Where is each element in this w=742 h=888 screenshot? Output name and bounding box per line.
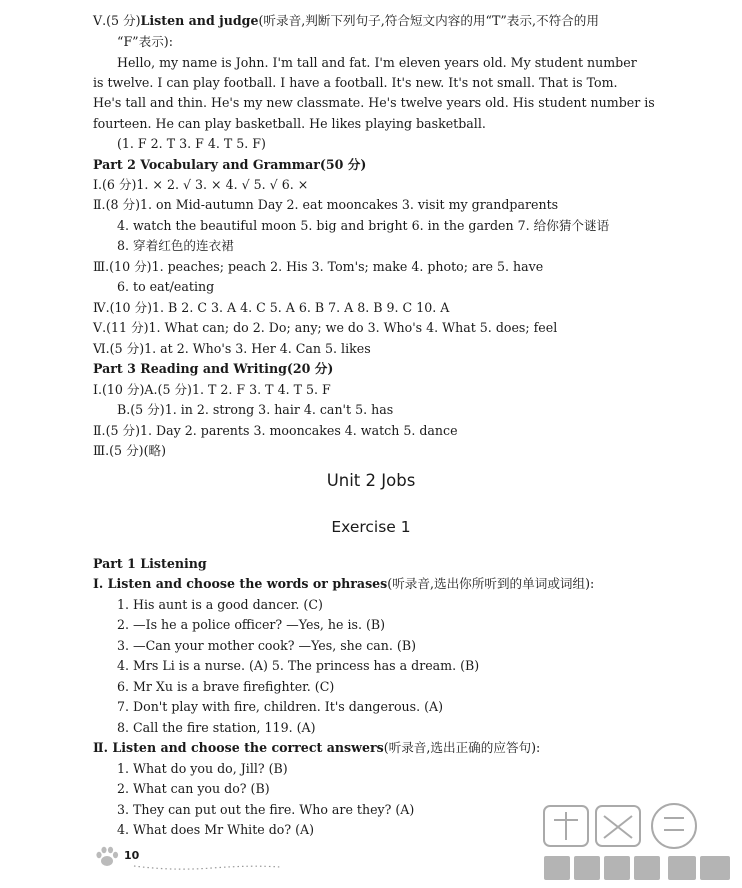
passage-line: Hello, my name is John. I'm tall and fat. I'm eleven years old. My student number bbox=[117, 55, 637, 70]
paw-icon bbox=[94, 846, 120, 868]
answer-line: Ⅲ.(5 分)(略) bbox=[93, 443, 167, 458]
section-v-heading-cont: “F”表示): bbox=[117, 34, 173, 49]
answer-line: Ⅰ.(10 分)A.(5 分)1. T 2. F 3. T 4. T 5. F bbox=[93, 382, 331, 397]
answer-line: Ⅴ.(11 分)1. What can; do 2. Do; any; we do 3. Who's 4. What 5. does; feel bbox=[93, 320, 558, 335]
section-v-answers: (1. F 2. T 3. F 4. T 5. F) bbox=[117, 136, 266, 151]
answer-line: Ⅳ.(10 分)1. B 2. C 3. A 4. C 5. A 6. B 7. A 8. B 9. C 10. A bbox=[93, 300, 450, 315]
list-item: 3. They can put out the fire. Who are they? (A) bbox=[117, 802, 415, 817]
part3-title: Part 3 Reading and Writing(20 分) bbox=[93, 361, 334, 376]
answer-line: Ⅲ.(10 分)1. peaches; peach 2. His 3. Tom's; make 4. photo; are 5. have bbox=[93, 259, 544, 274]
passage-line: fourteen. He can play basketball. He likes playing basketball. bbox=[93, 116, 486, 131]
page-number: 10 bbox=[124, 849, 140, 862]
list-item: 3. —Can your mother cook? —Yes, she can. (B) bbox=[117, 638, 417, 653]
list-item: 4. Mrs Li is a nurse. (A) 5. The princess has a dream. (B) bbox=[117, 658, 480, 673]
list-item: 4. What does Mr White do? (A) bbox=[117, 822, 315, 837]
part1-i-heading: Ⅰ. Listen and choose the words or phrases(听录音,选出你所听到的单词或词组): bbox=[93, 576, 595, 591]
answer-line: Ⅱ.(5 分)1. Day 2. parents 3. mooncakes 4. watch 5. dance bbox=[93, 423, 458, 438]
section-v-heading: Ⅴ.(5 分)Listen and judge(听录音,判断下列句子,符合短文内容的用“T”表示,不符合的用 bbox=[93, 13, 599, 28]
answer-line: Ⅵ.(5 分)1. at 2. Who's 3. Her 4. Can 5. likes bbox=[93, 341, 371, 356]
list-item: 1. His aunt is a good dancer. (C) bbox=[117, 597, 323, 612]
list-item: 6. Mr Xu is a brave firefighter. (C) bbox=[117, 679, 335, 694]
answer-line: 8. 穿着红色的连衣裙 bbox=[117, 238, 234, 253]
watermark-logo bbox=[540, 800, 736, 884]
answer-line: B.(5 分)1. in 2. strong 3. hair 4. can't 5. has bbox=[117, 402, 394, 417]
passage-line: He's tall and thin. He's my new classmate. He's twelve years old. His student number is bbox=[93, 95, 655, 110]
list-item: 2. —Is he a police officer? —Yes, he is. (B) bbox=[117, 617, 386, 632]
answer-line: 6. to eat/eating bbox=[117, 279, 215, 294]
part2-title: Part 2 Vocabulary and Grammar(50 分) bbox=[93, 157, 367, 172]
list-item: 8. Call the fire station, 119. (A) bbox=[117, 720, 316, 735]
answer-line: Ⅰ.(6 分)1. × 2. √ 3. × 4. √ 5. √ 6. × bbox=[93, 177, 309, 192]
dotted-divider bbox=[132, 863, 282, 871]
answer-line: Ⅱ.(8 分)1. on Mid-autumn Day 2. eat mooncakes 3. visit my grandparents bbox=[93, 197, 559, 212]
passage-line: is twelve. I can play football. I have a football. It's new. It's not small. That is Tom. bbox=[93, 75, 618, 90]
page-footer bbox=[94, 838, 294, 874]
answer-line: 4. watch the beautiful moon 5. big and bright 6. in the garden 7. 给你猜个谜语 bbox=[117, 218, 610, 233]
unit-title: Unit 2 Jobs bbox=[326, 471, 416, 490]
list-item: 7. Don't play with fire, children. It's dangerous. (A) bbox=[117, 699, 444, 714]
part1-title: Part 1 Listening bbox=[93, 556, 207, 571]
exercise-title: Exercise 1 bbox=[331, 518, 411, 536]
list-item: 2. What can you do? (B) bbox=[117, 781, 270, 796]
part1-ii-heading: Ⅱ. Listen and choose the correct answers(听录音,选出正确的应答句): bbox=[93, 740, 541, 755]
list-item: 1. What do you do, Jill? (B) bbox=[117, 761, 288, 776]
